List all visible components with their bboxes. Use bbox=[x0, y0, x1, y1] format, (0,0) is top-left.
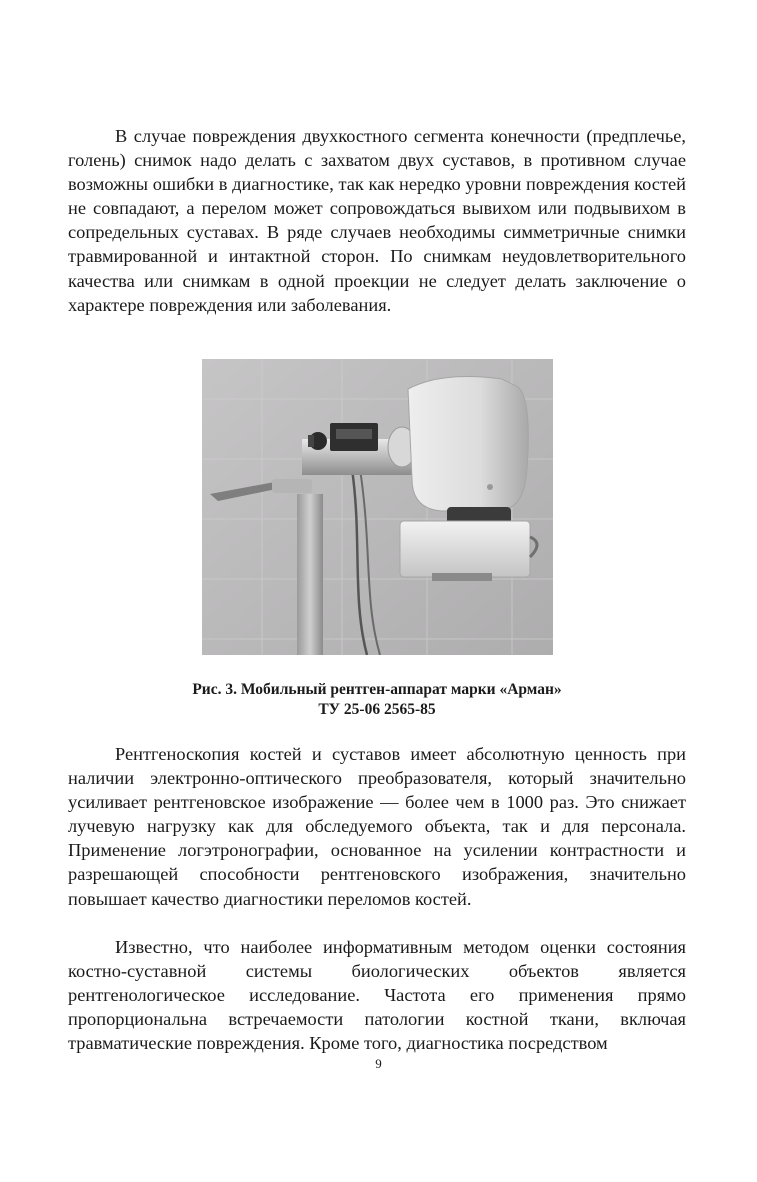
figure-caption-spec: ТУ 25-06 2565-85 bbox=[318, 701, 436, 718]
figure-xray-machine-photo bbox=[202, 359, 553, 655]
figure-caption-title: Рис. 3. Мобильный рентген-аппарат марки «Арман» bbox=[192, 681, 562, 698]
paragraph-2: Рентгеноскопия костей и суставов имеет абсолютную ценность при наличии электронно-оптического преобразователя, который значительно усиливает рентгеновское изображение — более чем в 1000 раз. Это снижает лучевую нагрузку как для обследуемого объекта, так и для персонала. Применение логэтронографии, основанное на усилении контрастности и разрешающей способности рентгеновского изображения, значительно повышает качество диагностики переломов костей. bbox=[68, 744, 686, 909]
paragraph-3: Известно, что наиболее информативным методом оценки состояния костно-суставной системы биологических объектов является рентгенологическое исследование. Частота его применения прямо пропорциональна встречаемости патологии костной ткани, включая травматические повреждения. Кроме того, диагностика посредством bbox=[68, 937, 686, 1054]
paragraph-1: В случае повреждения двухкостного сегмента конечности (предплечье, голень) снимок надо делать с захватом двух суставов, в противном случае возможны ошибки в диагностике, так как нередко уровни повреждения костей не совпадают, а перелом может сопровождаться вывихом или подвывихом в сопредельных суставах. В ряде случаев необходимы симметричные снимки травмированной и интактной сторон. По снимкам неудовлетворительного качества или снимкам в одной проекции не следует делать заключение о характере повреждения или заболевания. bbox=[68, 126, 686, 315]
xray-machine-illustration bbox=[202, 359, 553, 655]
page-number: 9 bbox=[375, 1056, 382, 1071]
